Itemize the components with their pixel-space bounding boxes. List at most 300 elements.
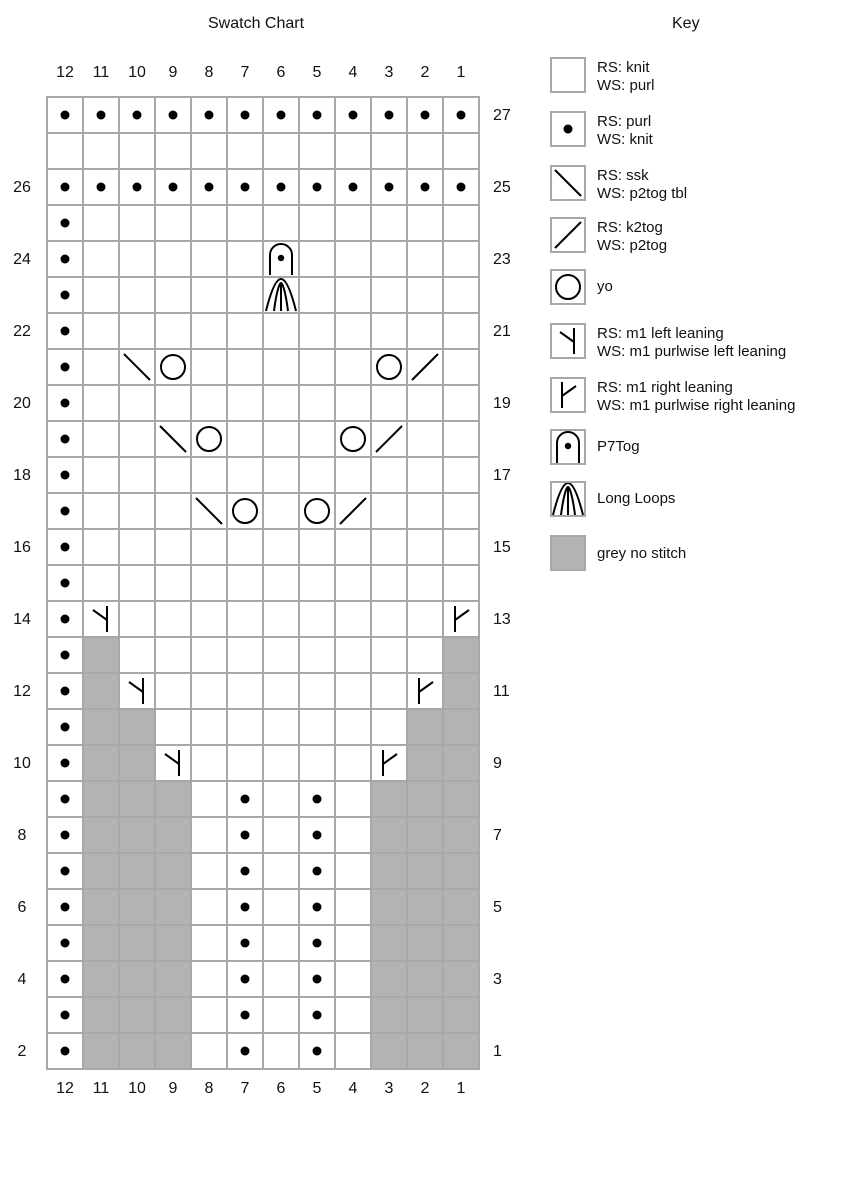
chart-cell-r10-c3 [371, 709, 407, 745]
chart-cell-r23-c5 [299, 241, 335, 277]
chart-cell-r8-c9 [155, 781, 191, 817]
chart-cell-r14-c3 [371, 565, 407, 601]
key-label [597, 59, 829, 95]
purl-dot-mark [241, 1011, 250, 1020]
purl-dot-mark [61, 399, 70, 408]
chart-cell-r9-c7 [227, 745, 263, 781]
chart-cell-r2-c1 [443, 997, 479, 1033]
chart-cell-r26-c1 [443, 133, 479, 169]
chart-cell-r17-c9 [155, 457, 191, 493]
purl-dot-mark [313, 903, 322, 912]
purl-dot-mark [205, 111, 214, 120]
chart-cell-r16-c2 [407, 493, 443, 529]
row-number-right: 13 [493, 611, 511, 628]
purl-dot-mark [61, 1047, 70, 1056]
key-label-line1: RS: m1 left leaning [597, 325, 724, 342]
chart-cell-r26-c5 [299, 133, 335, 169]
chart-cell-r13-c1 [443, 601, 479, 637]
purl-dot-mark [241, 795, 250, 804]
column-number-top: 4 [348, 64, 358, 81]
row-number-right: 15 [493, 539, 511, 556]
key-symbol-long [552, 483, 584, 515]
chart-cell-r9-c8 [191, 745, 227, 781]
column-number-top: 9 [168, 64, 178, 81]
purl-dot-mark [241, 903, 250, 912]
chart-cell-r8-c8 [191, 781, 227, 817]
chart-cell-r24-c8 [191, 205, 227, 241]
row-number-right: 1 [493, 1043, 502, 1060]
column-number-bottom: 3 [384, 1080, 394, 1097]
key-swatch-p [550, 111, 586, 147]
chart-cell-r24-c5 [299, 205, 335, 241]
m1-left-mark [560, 328, 574, 354]
chart-cell-r15-c8 [191, 529, 227, 565]
purl-dot-mark [313, 1047, 322, 1056]
chart-cell-r20-c11 [83, 349, 119, 385]
chart-cell-r16-c9 [155, 493, 191, 529]
chart-cell-r1-c8 [191, 1033, 227, 1069]
chart-cell-r17-c5 [299, 457, 335, 493]
row-number-left: 18 [13, 467, 31, 484]
key-label-line2: WS: p2tog tbl [597, 185, 688, 202]
purl-dot-mark [61, 363, 70, 372]
chart-cell-r9-c2 [407, 745, 443, 781]
chart-cell-r21-c2 [407, 313, 443, 349]
chart-cell-r1-c6 [263, 1033, 299, 1069]
chart-cell-r18-c2 [407, 421, 443, 457]
purl-dot-mark [241, 183, 250, 192]
chart-cell-r12-c6 [263, 637, 299, 673]
chart-cell-r15-c2 [407, 529, 443, 565]
key-label [597, 545, 829, 563]
key-label [597, 113, 829, 149]
purl-dot-mark [313, 1011, 322, 1020]
row-number-left: 16 [13, 539, 31, 556]
purl-dot-mark [61, 111, 70, 120]
chart-cell-r1-c3 [371, 1033, 407, 1069]
key-label-line2: WS: p2tog [597, 237, 668, 254]
p7tog-dot-mark [565, 443, 571, 449]
key-swatch-m1r [550, 377, 586, 413]
purl-dot-mark [61, 471, 70, 480]
chart-cell-r7-c1 [443, 817, 479, 853]
chart-cell-r14-c11 [83, 565, 119, 601]
purl-dot-mark [421, 111, 430, 120]
purl-dot-mark [457, 111, 466, 120]
purl-dot-mark [61, 939, 70, 948]
key-label-line1: RS: k2tog [597, 219, 663, 236]
key-swatch-k2tog [550, 217, 586, 253]
grid-cells [47, 97, 479, 1069]
row-number-left: 12 [13, 683, 31, 700]
purl-dot-mark [61, 579, 70, 588]
chart-cell-r12-c1 [443, 637, 479, 673]
chart-cell-r14-c9 [155, 565, 191, 601]
purl-dot-mark [385, 111, 394, 120]
chart-cell-r3-c2 [407, 961, 443, 997]
chart-cell-r18-c11 [83, 421, 119, 457]
chart-cell-r22-c8 [191, 277, 227, 313]
purl-dot-mark [313, 867, 322, 876]
chart-cell-r3-c10 [119, 961, 155, 997]
chart-cell-r1-c4 [335, 1033, 371, 1069]
chart-cell-r8-c4 [335, 781, 371, 817]
chart-cell-r9-c6 [263, 745, 299, 781]
chart-cell-r24-c2 [407, 205, 443, 241]
chart-cell-r19-c9 [155, 385, 191, 421]
row-number-right: 5 [493, 899, 502, 916]
row-number-left: 14 [13, 611, 31, 628]
chart-cell-r16-c6 [263, 493, 299, 529]
chart-cell-r11-c11 [83, 673, 119, 709]
chart-cell-r7-c6 [263, 817, 299, 853]
chart-cell-r26-c4 [335, 133, 371, 169]
chart-cell-r24-c11 [83, 205, 119, 241]
chart-cell-r13-c4 [335, 601, 371, 637]
chart-cell-r3-c1 [443, 961, 479, 997]
purl-dot-mark [61, 651, 70, 660]
chart-cell-r5-c6 [263, 889, 299, 925]
purl-dot-mark [277, 111, 286, 120]
chart-cell-r26-c3 [371, 133, 407, 169]
chart-cell-r14-c2 [407, 565, 443, 601]
row-number-right: 19 [493, 395, 511, 412]
chart-cell-r23-c10 [119, 241, 155, 277]
purl-dot-mark [61, 183, 70, 192]
key-label [597, 167, 829, 203]
key-symbol-k2tog [552, 219, 584, 251]
chart-cell-r22-c11 [83, 277, 119, 313]
column-number-bottom: 2 [420, 1080, 430, 1097]
chart-cell-r23-c3 [371, 241, 407, 277]
purl-dot-mark [61, 327, 70, 336]
chart-cell-r23-c8 [191, 241, 227, 277]
chart-cell-r19-c11 [83, 385, 119, 421]
chart-cell-r23-c7 [227, 241, 263, 277]
row-number-right: 23 [493, 251, 511, 268]
chart-cell-r21-c6 [263, 313, 299, 349]
chart-cell-r6-c3 [371, 853, 407, 889]
chart-cell-r5-c10 [119, 889, 155, 925]
chart-cell-r6-c2 [407, 853, 443, 889]
chart-cell-r11-c6 [263, 673, 299, 709]
chart-cell-r15-c9 [155, 529, 191, 565]
purl-dot-mark [313, 831, 322, 840]
key-title: Key [672, 15, 700, 32]
purl-dot-mark [241, 939, 250, 948]
chart-cell-r8-c6 [263, 781, 299, 817]
chart-cell-r14-c5 [299, 565, 335, 601]
chart-cell-r24-c1 [443, 205, 479, 241]
row-number-left: 26 [13, 179, 31, 196]
purl-dot-mark [61, 219, 70, 228]
chart-cell-r9-c5 [299, 745, 335, 781]
chart-cell-r17-c1 [443, 457, 479, 493]
chart-cell-r4-c4 [335, 925, 371, 961]
chart-cell-r22-c10 [119, 277, 155, 313]
chart-cell-r9-c11 [83, 745, 119, 781]
purl-dot-mark [61, 723, 70, 732]
chart-cell-r12-c9 [155, 637, 191, 673]
chart-cell-r11-c8 [191, 673, 227, 709]
chart-cell-r22-c5 [299, 277, 335, 313]
chart-cell-r9-c1 [443, 745, 479, 781]
key-label-line1: RS: knit [597, 59, 650, 76]
purl-dot-mark [61, 255, 70, 264]
chart-cell-r20-c1 [443, 349, 479, 385]
chart-cell-r14-c7 [227, 565, 263, 601]
purl-dot-mark [133, 183, 142, 192]
chart-cell-r6-c4 [335, 853, 371, 889]
column-number-top: 12 [56, 64, 74, 81]
ssk-mark [555, 170, 581, 196]
purl-dot-mark [61, 507, 70, 516]
chart-cell-r23-c2 [407, 241, 443, 277]
chart-cell-r3-c4 [335, 961, 371, 997]
yarn-over-mark [556, 275, 580, 299]
chart-cell-r17-c8 [191, 457, 227, 493]
chart-cell-r6-c10 [119, 853, 155, 889]
key-label [597, 379, 829, 415]
chart-cell-r2-c3 [371, 997, 407, 1033]
chart-cell-r9-c9 [155, 745, 191, 781]
chart-cell-r15-c7 [227, 529, 263, 565]
chart-cell-r18-c10 [119, 421, 155, 457]
chart-cell-r4-c10 [119, 925, 155, 961]
chart-cell-r6-c8 [191, 853, 227, 889]
column-number-bottom: 8 [204, 1080, 214, 1097]
chart-cell-r12-c11 [83, 637, 119, 673]
chart-cell-r3-c3 [371, 961, 407, 997]
purl-dot-mark [313, 795, 322, 804]
chart-cell-r2-c10 [119, 997, 155, 1033]
chart-cell-r16-c1 [443, 493, 479, 529]
chart-cell-r15-c3 [371, 529, 407, 565]
purl-dot-mark [421, 183, 430, 192]
chart-cell-r26-c10 [119, 133, 155, 169]
column-number-bottom: 12 [56, 1080, 74, 1097]
chart-cell-r3-c6 [263, 961, 299, 997]
chart-cell-r13-c6 [263, 601, 299, 637]
chart-cell-r17-c4 [335, 457, 371, 493]
purl-dot-mark [61, 543, 70, 552]
chart-cell-r11-c5 [299, 673, 335, 709]
key-label-line2: WS: knit [597, 131, 653, 148]
key-label-line1: RS: m1 right leaning [597, 379, 733, 396]
chart-cell-r3-c11 [83, 961, 119, 997]
chart-cell-r20-c6 [263, 349, 299, 385]
chart-cell-r19-c1 [443, 385, 479, 421]
chart-cell-r4-c9 [155, 925, 191, 961]
m1-right-mark [562, 382, 576, 408]
chart-cell-r10-c10 [119, 709, 155, 745]
chart-cell-r10-c2 [407, 709, 443, 745]
chart-cell-r21-c5 [299, 313, 335, 349]
chart-cell-r21-c8 [191, 313, 227, 349]
chart-cell-r9-c4 [335, 745, 371, 781]
row-number-left: 20 [13, 395, 31, 412]
chart-cell-r5-c2 [407, 889, 443, 925]
row-number-right: 11 [493, 683, 510, 700]
key-swatch-ssk [550, 165, 586, 201]
column-number-top: 10 [128, 64, 146, 81]
chart-cell-r5-c1 [443, 889, 479, 925]
purl-dot-mark [313, 939, 322, 948]
purl-dot-mark [169, 111, 178, 120]
key-label-line1: grey no stitch [597, 545, 687, 562]
chart-cell-r12-c4 [335, 637, 371, 673]
chart-cell-r15-c11 [83, 529, 119, 565]
chart-title: Swatch Chart [208, 15, 305, 32]
chart-cell-r15-c1 [443, 529, 479, 565]
chart-cell-r24-c4 [335, 205, 371, 241]
chart-cell-r21-c7 [227, 313, 263, 349]
key-label-line2: WS: m1 purlwise left leaning [597, 343, 787, 360]
column-number-bottom: 9 [168, 1080, 178, 1097]
chart-cell-r26-c6 [263, 133, 299, 169]
chart-cell-r8-c11 [83, 781, 119, 817]
chart-cell-r4-c6 [263, 925, 299, 961]
chart-cell-r5-c8 [191, 889, 227, 925]
key-label-line1: Long Loops [597, 490, 676, 507]
chart-cell-r17-c3 [371, 457, 407, 493]
purl-dot-mark [97, 183, 106, 192]
column-number-bottom: 5 [312, 1080, 322, 1097]
row-number-left: 2 [17, 1043, 27, 1060]
chart-cell-r9-c3 [371, 745, 407, 781]
chart-cell-r2-c4 [335, 997, 371, 1033]
chart-cell-r12-c2 [407, 637, 443, 673]
chart-cell-r17-c11 [83, 457, 119, 493]
chart-cell-r16-c10 [119, 493, 155, 529]
purl-dot-mark [61, 435, 70, 444]
chart-cell-r24-c7 [227, 205, 263, 241]
chart-cell-r10-c5 [299, 709, 335, 745]
chart-cell-r13-c9 [155, 601, 191, 637]
chart-cell-r22-c2 [407, 277, 443, 313]
chart-cell-r19-c3 [371, 385, 407, 421]
chart-cell-r13-c3 [371, 601, 407, 637]
chart-cell-r7-c11 [83, 817, 119, 853]
column-number-top: 7 [240, 64, 250, 81]
chart-cell-r26-c9 [155, 133, 191, 169]
column-number-bottom: 1 [456, 1080, 466, 1097]
chart-cell-r11-c4 [335, 673, 371, 709]
chart-cell-r22-c7 [227, 277, 263, 313]
chart-cell-r23-c9 [155, 241, 191, 277]
chart-cell-r19-c4 [335, 385, 371, 421]
chart-cell-r13-c8 [191, 601, 227, 637]
k2tog-mark [555, 222, 581, 248]
chart-cell-r11-c2 [407, 673, 443, 709]
purl-dot-mark [241, 1047, 250, 1056]
key-label-line1: yo [597, 278, 613, 295]
chart-cell-r4-c2 [407, 925, 443, 961]
chart-cell-r4-c11 [83, 925, 119, 961]
row-number-left: 4 [17, 971, 27, 988]
chart-cell-r13-c7 [227, 601, 263, 637]
chart-cell-r11-c9 [155, 673, 191, 709]
purl-dot-mark [61, 795, 70, 804]
chart-cell-r5-c11 [83, 889, 119, 925]
key-symbol-ssk [552, 167, 584, 199]
chart-cell-r24-c6 [263, 205, 299, 241]
chart-cell-r21-c11 [83, 313, 119, 349]
chart-cell-r13-c2 [407, 601, 443, 637]
chart-cell-r17-c2 [407, 457, 443, 493]
chart-cell-r1-c11 [83, 1033, 119, 1069]
purl-dot-mark [564, 125, 573, 134]
chart-cell-r2-c6 [263, 997, 299, 1033]
chart-cell-r5-c3 [371, 889, 407, 925]
chart-cell-r18-c1 [443, 421, 479, 457]
chart-cell-r10-c9 [155, 709, 191, 745]
chart-cell-r15-c6 [263, 529, 299, 565]
chart-cell-r19-c10 [119, 385, 155, 421]
purl-dot-mark [277, 183, 286, 192]
row-number-right: 17 [493, 467, 511, 484]
purl-dot-mark [457, 183, 466, 192]
chart-cell-r26-c8 [191, 133, 227, 169]
row-number-right: 25 [493, 179, 511, 196]
purl-dot-mark [349, 183, 358, 192]
chart-cell-r26-c2 [407, 133, 443, 169]
chart-cell-r6-c6 [263, 853, 299, 889]
chart-cell-r12-c5 [299, 637, 335, 673]
chart-cell-r7-c3 [371, 817, 407, 853]
chart-cell-r16-c3 [371, 493, 407, 529]
chart-cell-r18-c7 [227, 421, 263, 457]
row-number-right: 7 [493, 827, 502, 844]
chart-cell-r15-c4 [335, 529, 371, 565]
row-number-right: 27 [493, 107, 511, 124]
key-swatch-ns [550, 535, 586, 571]
chart-cell-r2-c8 [191, 997, 227, 1033]
column-number-bottom: 4 [348, 1080, 358, 1097]
purl-dot-mark [241, 867, 250, 876]
chart-cell-r1-c9 [155, 1033, 191, 1069]
purl-dot-mark [313, 975, 322, 984]
key-symbol-yo [552, 271, 584, 303]
chart-cell-r7-c2 [407, 817, 443, 853]
chart-cell-r22-c3 [371, 277, 407, 313]
chart-cell-r26-c7 [227, 133, 263, 169]
chart-cell-r12-c10 [119, 637, 155, 673]
chart-cell-r24-c9 [155, 205, 191, 241]
chart-cell-r3-c8 [191, 961, 227, 997]
chart-cell-r4-c3 [371, 925, 407, 961]
column-number-top: 1 [456, 64, 466, 81]
key-symbol-m1l [552, 325, 584, 357]
chart-cell-r21-c9 [155, 313, 191, 349]
purl-dot-mark [241, 831, 250, 840]
chart-cell-r22-c4 [335, 277, 371, 313]
chart-cell-r7-c10 [119, 817, 155, 853]
chart-cell-r8-c2 [407, 781, 443, 817]
chart-cell-r21-c10 [119, 313, 155, 349]
purl-dot-mark [169, 183, 178, 192]
chart-cell-r19-c6 [263, 385, 299, 421]
chart-cell-r14-c8 [191, 565, 227, 601]
column-number-top: 8 [204, 64, 214, 81]
key-swatch-k [550, 57, 586, 93]
chart-cell-r24-c3 [371, 205, 407, 241]
purl-dot-mark [61, 1011, 70, 1020]
chart-cell-r1-c10 [119, 1033, 155, 1069]
chart-cell-r17-c6 [263, 457, 299, 493]
chart-cell-r11-c3 [371, 673, 407, 709]
column-number-top: 5 [312, 64, 322, 81]
